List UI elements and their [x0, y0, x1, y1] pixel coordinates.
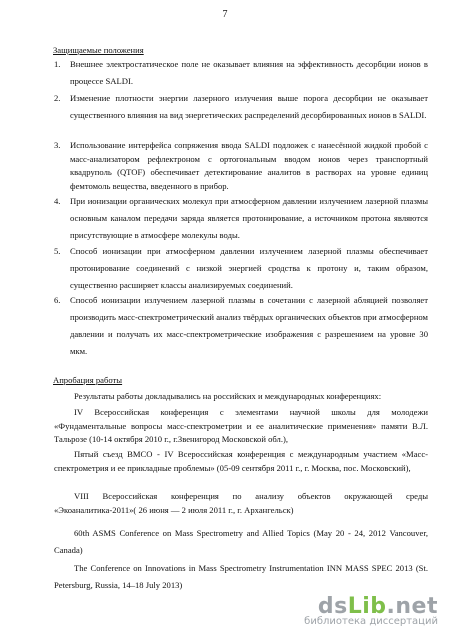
logo-main: Lib — [347, 594, 387, 619]
list-item-number: 6. — [54, 295, 61, 305]
watermark-logo[interactable] — [304, 594, 438, 627]
list-item — [54, 139, 428, 193]
list-item-number: 3. — [54, 140, 61, 150]
paragraph: 60th ASMS Conference on Mass Spectrometry and Allied Topics (May 20 - 24, 2012 Vancouver, Canada) — [54, 528, 428, 555]
paragraph: IV Всероссийская конференция с элементами научной школы для молодежи «Фундаментальные вопросы масс-спектрометрии и ее аналитические применения» памяти В.Л. Тальрозе (10-14 октября 2010 г., г.Звенигород Московской обл.), — [54, 407, 428, 444]
page-number: 7 — [222, 9, 228, 20]
list-item-text: Способ ионизации излучением лазерной плазмы в сочетании с лазерной абляцией позволяет производить масс-спектрометрический анализ твёрдых органических объектов при атмосферном давлении и получать их масс-спектрометрические изображения с разрешением на уровне 30 мкм. — [70, 295, 428, 356]
section-heading-approbation: Апробация работы — [53, 375, 123, 385]
paragraph: VIII Всероссийская конференция по анализу объектов окружающей среды «Экоаналитика-2011»( 26 июня — 2 июля 2011 г., г. Архангельск) — [54, 491, 428, 515]
list-item-number: 2. — [54, 93, 61, 103]
list-item — [54, 90, 428, 124]
list-item — [54, 193, 428, 244]
list-item-number: 5. — [54, 246, 61, 256]
list-item — [54, 56, 428, 90]
list-item — [54, 292, 428, 360]
section-heading-defended-positions: Защищаемые положения — [53, 45, 144, 55]
list-item-text: Использование интерфейса сопряжения ввода SALDI подложек с нанесённой жидкой пробой с масс-анализатором рефлектроном с ортогональным вводом ионов через транспортный квадруполь (QTOF) обеспечивает детектирование аналитов в растворах на уровне единиц фемтомоль вещества, введенного в прибор. — [70, 140, 428, 191]
paragraph: Пятый съезд ВМСО - IV Всероссийская конференция с международным участием «Масс-спектрометрия и ее прикладные проблемы» (05-09 сентября 2011 г., г. Москва, пос. Московский), — [54, 449, 428, 473]
list-item-text: Изменение плотности энергии лазерного излучения выше порога десорбции не оказывает существенного влияния на вид энергетических распределений десорбированных ионов в SALDI. — [70, 93, 428, 120]
list-item-text: При ионизации органических молекул при атмосферном давлении излучением лазерной плазмы основным каналом передачи заряда является протонирование, а источником протона являются присутствующие в атмосфере молекулы воды. — [70, 196, 428, 240]
list-item-text: Способ ионизации при атмосферном давлении излучением лазерной плазмы обеспечивает протонирование соединений с низкой энергией сродства к протону и, таким образом, существенно расширяет классы анализируемых соединений. — [70, 246, 428, 290]
logo-suffix: .net — [386, 594, 438, 619]
list-item-number: 4. — [54, 196, 61, 206]
paragraph: The Conference on Innovations in Mass Spectrometry Instrumentation INN MASS SPEC 2013 (St. Petersburg, Russia, 14–18 July 2013) — [54, 563, 428, 590]
list-item — [54, 243, 428, 294]
list-item-number: 1. — [54, 59, 61, 69]
paragraph: Результаты работы докладывались на российских и международных конференциях: — [74, 391, 382, 401]
list-item-text: Внешнее электростатическое поле не оказывает влияния на эффективность десорбции ионов в процессе SALDI. — [70, 59, 428, 86]
logo-prefix: ds — [317, 594, 348, 619]
logo-subtitle: библиотека диссертаций — [304, 616, 438, 627]
